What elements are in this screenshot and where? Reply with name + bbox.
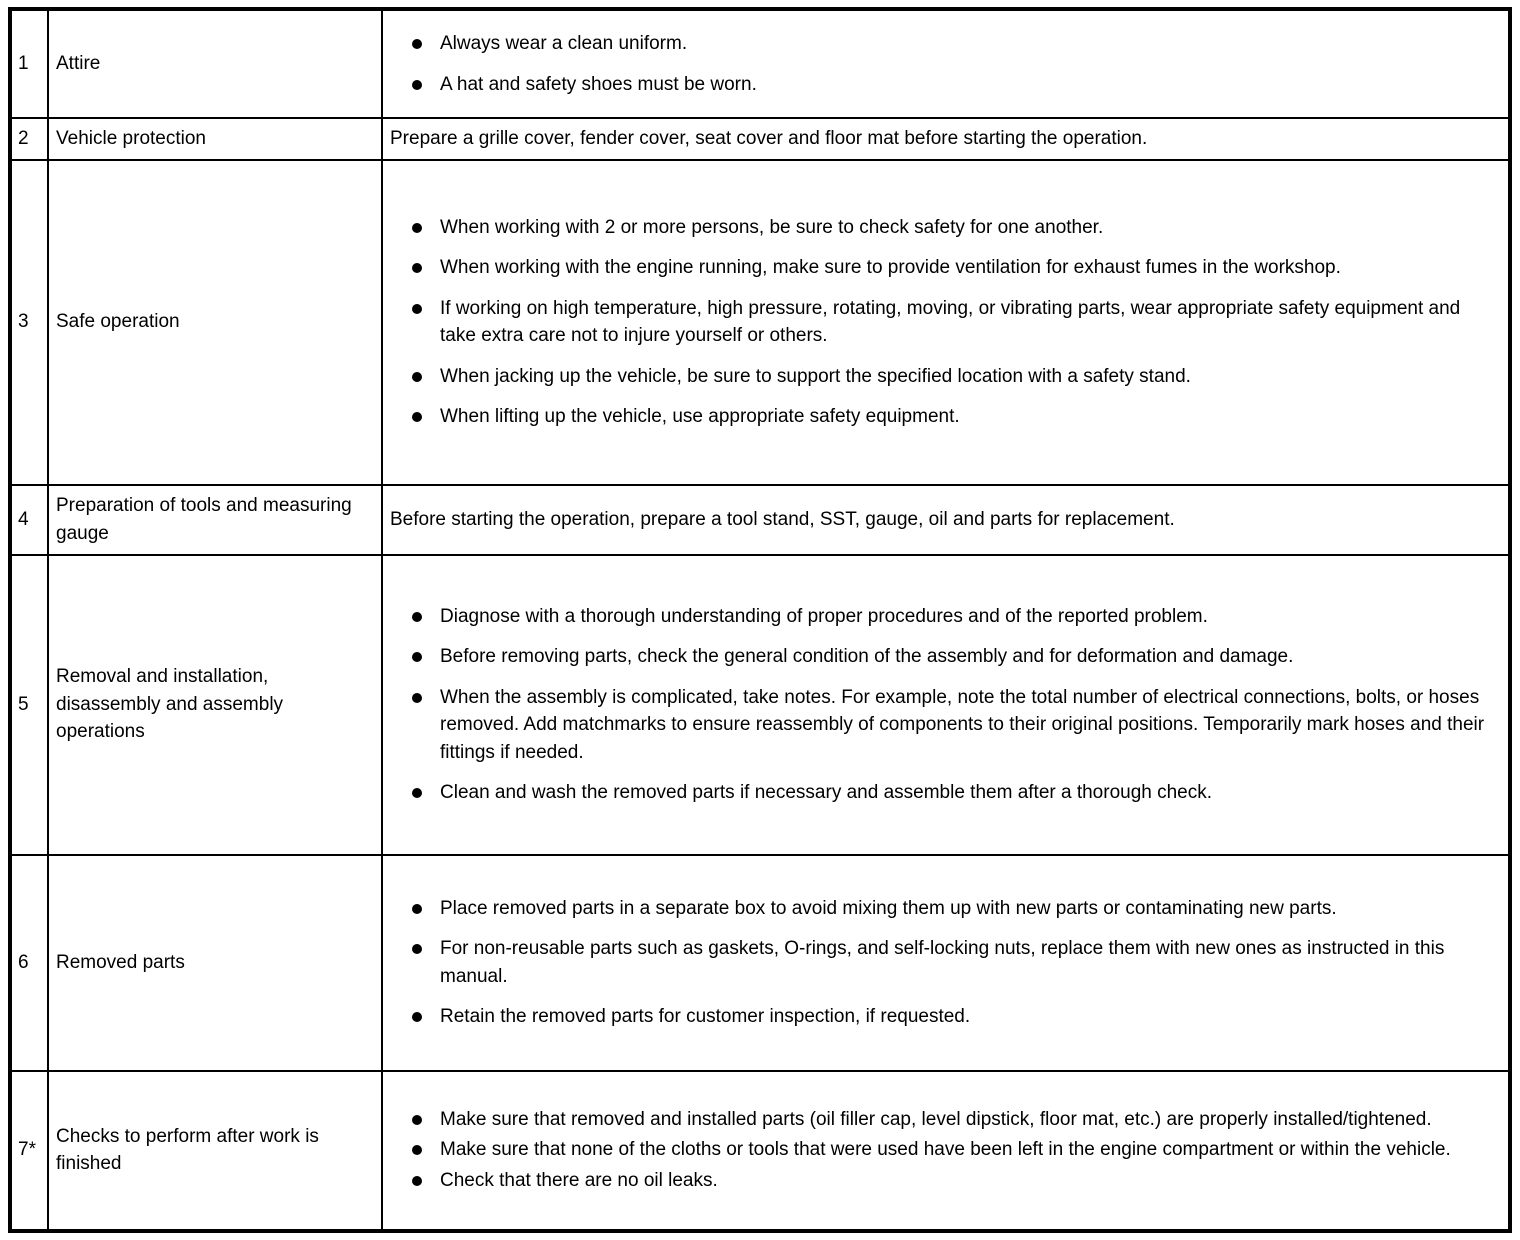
bullet-list-item: [388, 254, 1498, 282]
bullet-icon: [412, 904, 422, 914]
row-category: Safe operation: [48, 160, 382, 485]
bullet-text: For non-reusable parts such as gaskets, O-rings, and self-locking nuts, replace them with new ones as instructed in this manual.: [440, 938, 1445, 987]
row-category: Preparation of tools and measuring gauge: [48, 485, 382, 555]
row-number: 7*: [10, 1071, 48, 1231]
bullet-list-item: [388, 71, 1498, 99]
procedure-table-body: [10, 9, 1510, 1231]
row-number: 2: [10, 118, 48, 160]
bullet-list-item: [388, 363, 1498, 391]
row-description: [382, 485, 1510, 555]
bullet-icon: [412, 1115, 422, 1125]
row-number: 5: [10, 555, 48, 855]
bullet-icon: [412, 80, 422, 90]
row-description: [382, 118, 1510, 160]
bullet-text: If working on high temperature, high pressure, rotating, moving, or vibrating parts, wear appropriate safety equipment and take extra care not to injure yourself or others.: [440, 297, 1461, 347]
bullet-text: Before removing parts, check the general condition of the assembly and for deformation and damage.: [440, 646, 1294, 668]
bullet-text: Place removed parts in a separate box to avoid mixing them up with new parts or contaminating new parts.: [440, 897, 1337, 919]
bullet-list-item: [388, 1167, 1498, 1195]
table-row: [10, 855, 1510, 1071]
bullet-text: A hat and safety shoes must be worn.: [440, 73, 757, 95]
bullet-icon: [412, 412, 422, 422]
bullet-text: Diagnose with a thorough understanding of proper procedures and of the reported problem.: [440, 605, 1208, 627]
bullet-icon: [412, 223, 422, 233]
description-text: Prepare a grille cover, fender cover, seat cover and floor mat before starting the operation.: [390, 128, 1148, 150]
row-description: [382, 855, 1510, 1071]
bullet-icon: [412, 693, 422, 703]
bullet-list-item: [388, 1136, 1498, 1164]
bullet-text: Always wear a clean uniform.: [440, 33, 688, 54]
row-category: Removed parts: [48, 855, 382, 1071]
table-row: [10, 555, 1510, 855]
row-number: 1: [10, 9, 48, 118]
row-number: 6: [10, 855, 48, 1071]
table-row: [10, 9, 1510, 118]
row-description: [382, 555, 1510, 855]
bullet-icon: [412, 263, 422, 273]
bullet-list-item: [388, 684, 1498, 767]
bullet-icon: [412, 612, 422, 622]
bullet-list-item: [388, 214, 1498, 242]
bullet-list-item: [388, 895, 1498, 923]
row-number: 3: [10, 160, 48, 485]
table-row: [10, 118, 1510, 160]
row-category: Checks to perform after work is finished: [48, 1071, 382, 1231]
bullet-text: Make sure that none of the cloths or tools that were used have been left in the engine compartment or within the vehicle.: [440, 1139, 1451, 1161]
row-description: [382, 9, 1510, 118]
bullet-text: When working with the engine running, make sure to provide ventilation for exhaust fumes in the workshop.: [440, 257, 1341, 279]
bullet-icon: [412, 788, 422, 798]
bullet-list-item: [388, 1106, 1498, 1134]
description-text: Before starting the operation, prepare a tool stand, SST, gauge, oil and parts for replacement.: [390, 508, 1175, 530]
bullet-text: Make sure that removed and installed parts (oil filler cap, level dipstick, floor mat, etc.) are properly installed/tightened.: [440, 1108, 1432, 1130]
bullet-text: Retain the removed parts for customer inspection, if requested.: [440, 1006, 971, 1028]
bullet-icon: [412, 304, 422, 314]
bullet-list-item: [388, 643, 1498, 671]
bullet-icon: [412, 944, 422, 954]
row-category: Vehicle protection: [48, 118, 382, 160]
row-number: 4: [10, 485, 48, 555]
bullet-list-item: [388, 403, 1498, 431]
row-description: [382, 160, 1510, 485]
bullet-list-item: [388, 1003, 1498, 1031]
bullet-text: When working with 2 or more persons, be sure to check safety for one another.: [440, 216, 1104, 238]
bullet-list-item: [388, 603, 1498, 631]
bullet-icon: [412, 1176, 422, 1186]
bullet-text: When the assembly is complicated, take notes. For example, note the total number of electrical connections, bolts, or hoses removed. Add matchmarks to ensure reassembly of components to their original positions. Temporarily mark hoses and their fittings if needed.: [440, 686, 1485, 763]
table-row: [10, 485, 1510, 555]
bullet-icon: [412, 1145, 422, 1155]
bullet-text: When jacking up the vehicle, be sure to support the specified location with a safety stand.: [440, 365, 1191, 387]
row-description: [382, 1071, 1510, 1231]
row-category: Attire: [48, 9, 382, 118]
bullet-list-item: [388, 295, 1498, 350]
bullet-icon: [412, 39, 422, 49]
procedure-table: [8, 7, 1512, 1233]
bullet-list-item: [388, 30, 1498, 58]
bullet-list-item: [388, 935, 1498, 990]
table-row: [10, 1071, 1510, 1231]
bullet-text: When lifting up the vehicle, use appropriate safety equipment.: [440, 406, 960, 428]
bullet-text: Check that there are no oil leaks.: [440, 1169, 718, 1191]
table-row: [10, 160, 1510, 485]
bullet-icon: [412, 652, 422, 662]
row-category: Removal and installation, disassembly and assembly operations: [48, 555, 382, 855]
bullet-icon: [412, 1012, 422, 1022]
bullet-icon: [412, 372, 422, 382]
bullet-list-item: [388, 779, 1498, 807]
bullet-text: Clean and wash the removed parts if necessary and assemble them after a thorough check.: [440, 782, 1213, 804]
